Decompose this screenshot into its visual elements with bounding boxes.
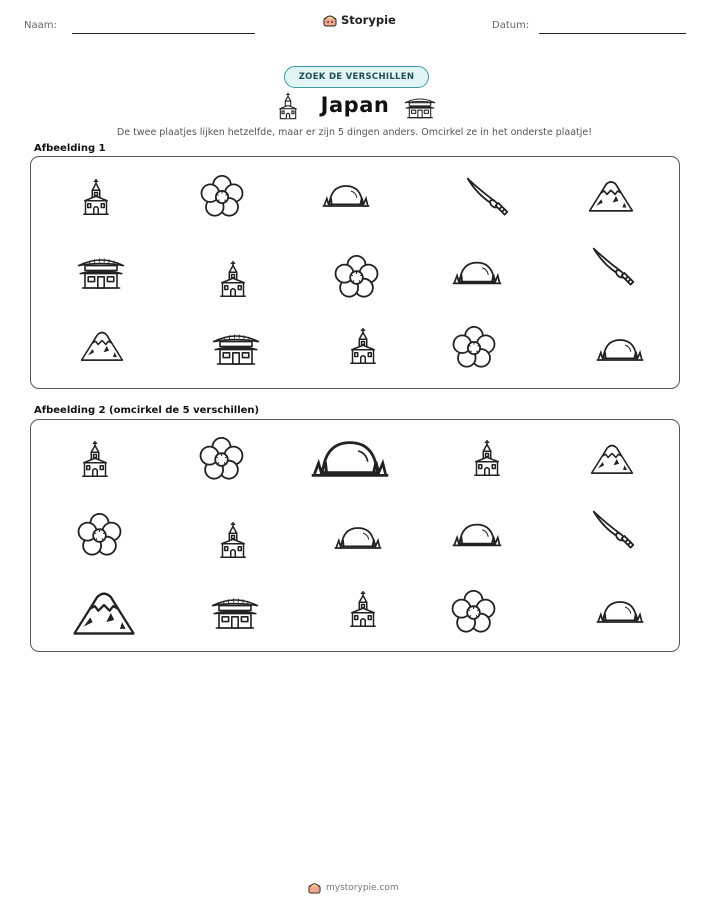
sword-icon[interactable]	[465, 175, 510, 220]
name-label: Naam:	[24, 20, 57, 31]
church-icon[interactable]	[472, 434, 502, 482]
mountain-icon[interactable]	[590, 440, 634, 478]
flower-icon[interactable]	[199, 437, 244, 482]
flower-icon[interactable]	[200, 175, 244, 219]
pagoda-house-icon	[404, 95, 436, 123]
church-icon	[277, 92, 299, 124]
brand-name: Storypie	[341, 13, 396, 27]
flower-icon[interactable]	[334, 255, 379, 300]
flower-icon[interactable]	[451, 590, 496, 635]
church-icon[interactable]	[218, 516, 248, 564]
pagoda-icon[interactable]	[211, 592, 259, 632]
hill-icon[interactable]	[333, 522, 383, 554]
sword-icon[interactable]	[591, 245, 636, 290]
flower-icon[interactable]	[452, 326, 496, 370]
picture2-label: Afbeelding 2 (omcirkel de 5 verschillen)	[34, 405, 260, 416]
church-icon[interactable]	[218, 255, 248, 303]
pagoda-icon[interactable]	[77, 252, 125, 292]
worksheet-type-badge: ZOEK DE VERSCHILLEN	[284, 66, 429, 88]
hill-icon[interactable]	[309, 436, 391, 482]
hill-icon[interactable]	[595, 597, 645, 627]
date-label: Datum:	[492, 20, 530, 31]
date-field-line[interactable]	[539, 33, 686, 34]
name-field-line[interactable]	[72, 33, 255, 34]
pie-logo-icon	[308, 881, 321, 894]
church-icon[interactable]	[80, 435, 110, 483]
mountain-icon[interactable]	[80, 327, 124, 365]
hill-icon[interactable]	[321, 180, 371, 212]
mountain-icon[interactable]	[71, 588, 137, 638]
brand-logo	[323, 13, 396, 27]
pie-logo-icon	[323, 13, 337, 27]
pagoda-icon[interactable]	[212, 328, 260, 368]
church-icon[interactable]	[348, 585, 378, 633]
hill-icon[interactable]	[451, 257, 503, 289]
hill-icon[interactable]	[451, 519, 503, 551]
picture1-label: Afbeelding 1	[34, 143, 106, 154]
church-icon[interactable]	[81, 173, 111, 221]
footer-website[interactable]: mystorypie.com	[326, 882, 399, 893]
hill-icon[interactable]	[595, 335, 645, 365]
mountain-icon[interactable]	[588, 177, 634, 215]
footer	[308, 881, 399, 894]
page-title: Japan	[320, 93, 390, 117]
instructions: De twee plaatjes lijken hetzelfde, maar er zijn 5 dingen anders. Omcirkel ze in het onderste plaatje!	[116, 127, 593, 138]
church-icon[interactable]	[348, 322, 378, 370]
flower-icon[interactable]	[77, 513, 122, 558]
sword-icon[interactable]	[591, 508, 636, 553]
